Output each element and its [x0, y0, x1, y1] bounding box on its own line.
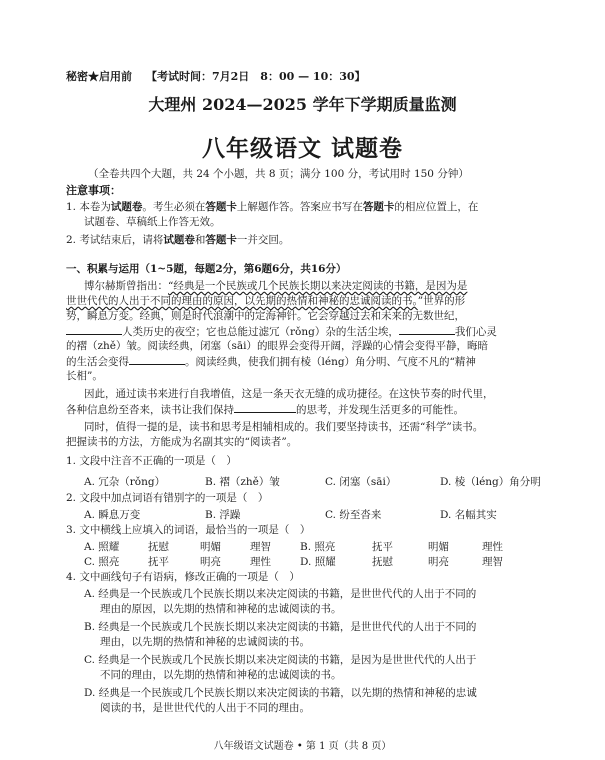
q1-option-a[interactable]: A. 冗杂（rǒng） [84, 476, 166, 488]
secret-label: 秘密★启用前 [66, 70, 132, 83]
fill-blank [129, 354, 185, 365]
notice-bold: 试题卷 [163, 234, 195, 246]
passage-line [84, 279, 467, 293]
q4-option-d[interactable]: D. 经典是一个民族或几个民族长期以来决定阅读的书籍，以先期的热情和神秘的忠诚 [84, 687, 477, 699]
notice-text: 上解题作答。答案应书写在 [236, 201, 363, 213]
question-4-stem: 4. 文中画线句子有语病，修改正确的一项是（ ） [66, 571, 300, 583]
q2-option-c[interactable]: C. 纷至沓来 [325, 509, 382, 521]
q3-word: 明媚 [428, 541, 449, 553]
q3-word: A. 照耀 [84, 541, 120, 553]
passage-line [66, 402, 464, 417]
notice-item-1 [66, 200, 478, 214]
passage-line: 长相”。 [66, 370, 103, 382]
q2-option-a[interactable]: A. 瞬息万变 [84, 509, 141, 521]
passage-text: 博尔赫斯曾指出： [84, 280, 168, 292]
notice-text: 2. 考试结束后，请将 [66, 234, 164, 246]
notice-bold: 答题卡 [362, 201, 395, 213]
passage-text: 的思考，并发现生活更多的可能性。 [296, 404, 464, 416]
q3-word: 理性 [482, 541, 503, 553]
exam-title-line1: 大理州 2024—2025 学年下学期质量监测 [148, 95, 457, 114]
q3-word: 明亮 [200, 556, 221, 568]
q3-word: 抚平 [148, 556, 169, 568]
passage-text: 人类历史的夜空；它也总能过滤冗（rǒng）杂的生活尘埃， [122, 326, 399, 338]
question-2-stem: 2. 文段中加点词语有错别字的一项是（ ） [66, 492, 269, 504]
passage-line: 把握读书的方法，方能成为名副其实的“阅读者”。 [66, 436, 298, 448]
q3-word: B. 照亮 [300, 541, 336, 553]
notice-text: 。考生必须在 [142, 201, 206, 213]
notice-text: 一并交回。 [236, 234, 290, 246]
q3-word: 明媚 [200, 541, 221, 553]
underlined-sentence: 世世代代的人出于不同的理由的原因，以先期的热情和神秘的忠诚阅读的书。 [66, 295, 418, 307]
passage-line: 势，瞬息万变。经典，则是时代浪潮中的定海神针。它会穿越过去和未来的无数世纪， [66, 310, 465, 322]
passage-text: ”世界的形 [417, 295, 466, 307]
passage-line [66, 324, 497, 339]
passage-text: 。阅读经典，使我们拥有棱（léng）角分明、气度不凡的“精神 [185, 356, 476, 368]
notice-bold: 答题卡 [205, 201, 237, 213]
notice-text: 和 [194, 234, 206, 246]
q3-word: 理智 [482, 556, 503, 568]
q3-word: 明亮 [428, 556, 449, 568]
notice-bold: 试题卷 [110, 201, 143, 213]
notice-text: 的相应位置上，在 [394, 201, 479, 213]
exam-title-line2: 八年级语文 试题卷 [201, 135, 403, 162]
notice-heading: 注意事项： [66, 184, 121, 197]
q3-word: 抚慰 [372, 556, 393, 568]
q1-option-c[interactable]: C. 闭塞（sāi） [325, 476, 397, 488]
q3-option-d[interactable] [300, 554, 336, 569]
q4-option-b-cont: 理由，以先期的热情和神秘的忠诚阅读的书。 [100, 636, 310, 648]
q3-option-a[interactable] [84, 539, 119, 554]
q4-option-c[interactable]: C. 经典是一个民族或几个民族长期以来决定阅读的书籍，是因为是世世代代的人出于 [84, 654, 477, 666]
passage-line: 因此，通过读书来进行自我增值，这是一条天衣无缝的成功捷径。在这快节奏的时代里， [84, 388, 494, 400]
q3-word: 理智 [250, 541, 271, 553]
q3-word: 理性 [250, 556, 271, 568]
fill-blank [234, 402, 296, 413]
notice-text: 1. 本卷为 [66, 201, 111, 213]
underlined-sentence: “经典是一个民族或几个民族长期以来决定阅读的书籍，是因为是 [168, 280, 468, 292]
passage-text: 各种信息纷至沓来，读书让我们保持 [66, 404, 234, 416]
exam-time: 【考试时间：7月2日 8：00 — 10：30】 [146, 70, 366, 83]
q4-option-b[interactable]: B. 经典是一个民族或几个民族长期以来决定阅读的书籍，是世世代代的人出于不同的 [84, 621, 477, 633]
q4-option-a[interactable]: A. 经典是一个民族或几个民族长期以来决定阅读的书籍，是世世代代的人出于不同的 [84, 588, 477, 600]
fill-blank [66, 324, 122, 335]
q3-word: D. 照耀 [300, 556, 336, 568]
q1-option-b[interactable]: B. 褶（zhě）皱 [205, 476, 280, 488]
question-1-stem: 1. 文段中注音不正确的一项是（ ） [66, 455, 237, 467]
exam-meta: （全卷共四个大题，共 24 个小题，共 8 页；满分 100 分，考试用时 150 分钟） [88, 168, 469, 180]
q3-word: C. 照亮 [84, 556, 120, 568]
q4-option-a-cont: 理由的原因，以先期的热情和神秘的忠诚阅读的书。 [100, 603, 342, 615]
passage-line: 同时，值得一提的是，读书和思考是相辅相成的。我们要坚持读书，还需“科学”读书。 [84, 421, 484, 433]
q2-option-d[interactable]: D. 名幅其实 [440, 509, 497, 521]
q1-option-d[interactable]: D. 棱（léng）角分明 [440, 476, 541, 488]
q3-word: 抚慰 [148, 541, 169, 553]
notice-bold: 答题卡 [205, 234, 237, 246]
notice-item-2 [66, 233, 289, 247]
notice-item-1-cont: 试题卷、草稿纸上作答无效。 [84, 216, 221, 228]
q3-word: 抚平 [372, 541, 393, 553]
passage-text: 我们心灵 [454, 326, 497, 338]
q3-option-c[interactable] [84, 554, 119, 569]
passage-line [66, 294, 465, 308]
question-3-stem: 3. 文中横线上应填入的词语，最恰当的一项是（ ） [66, 524, 311, 536]
q3-option-b[interactable] [300, 539, 335, 554]
fill-blank [399, 324, 455, 335]
passage-line: 的褶（zhě）皱。阅读经典，闭塞（sāi）的眼界会变得开阔，浮躁的心情会变得平静，晦暗 [66, 340, 489, 352]
q2-option-b[interactable]: B. 浮躁 [205, 509, 241, 521]
q4-option-d-cont: 阅读的书，是世世代代的人出于不同的理由。 [100, 702, 310, 714]
passage-text: 的生活会变得 [66, 356, 129, 368]
exam-header-line [66, 68, 366, 84]
q4-option-c-cont: 不同的理由，以先期的热情和神秘的忠诚阅读的书。 [100, 669, 342, 681]
section1-heading: 一、积累与运用（1~5题，每题2分，第6题6分，共16分） [66, 263, 347, 275]
passage-line [66, 354, 476, 369]
page-footer: 八年级语文试题卷 • 第 1 页（共 8 页） [213, 741, 392, 752]
